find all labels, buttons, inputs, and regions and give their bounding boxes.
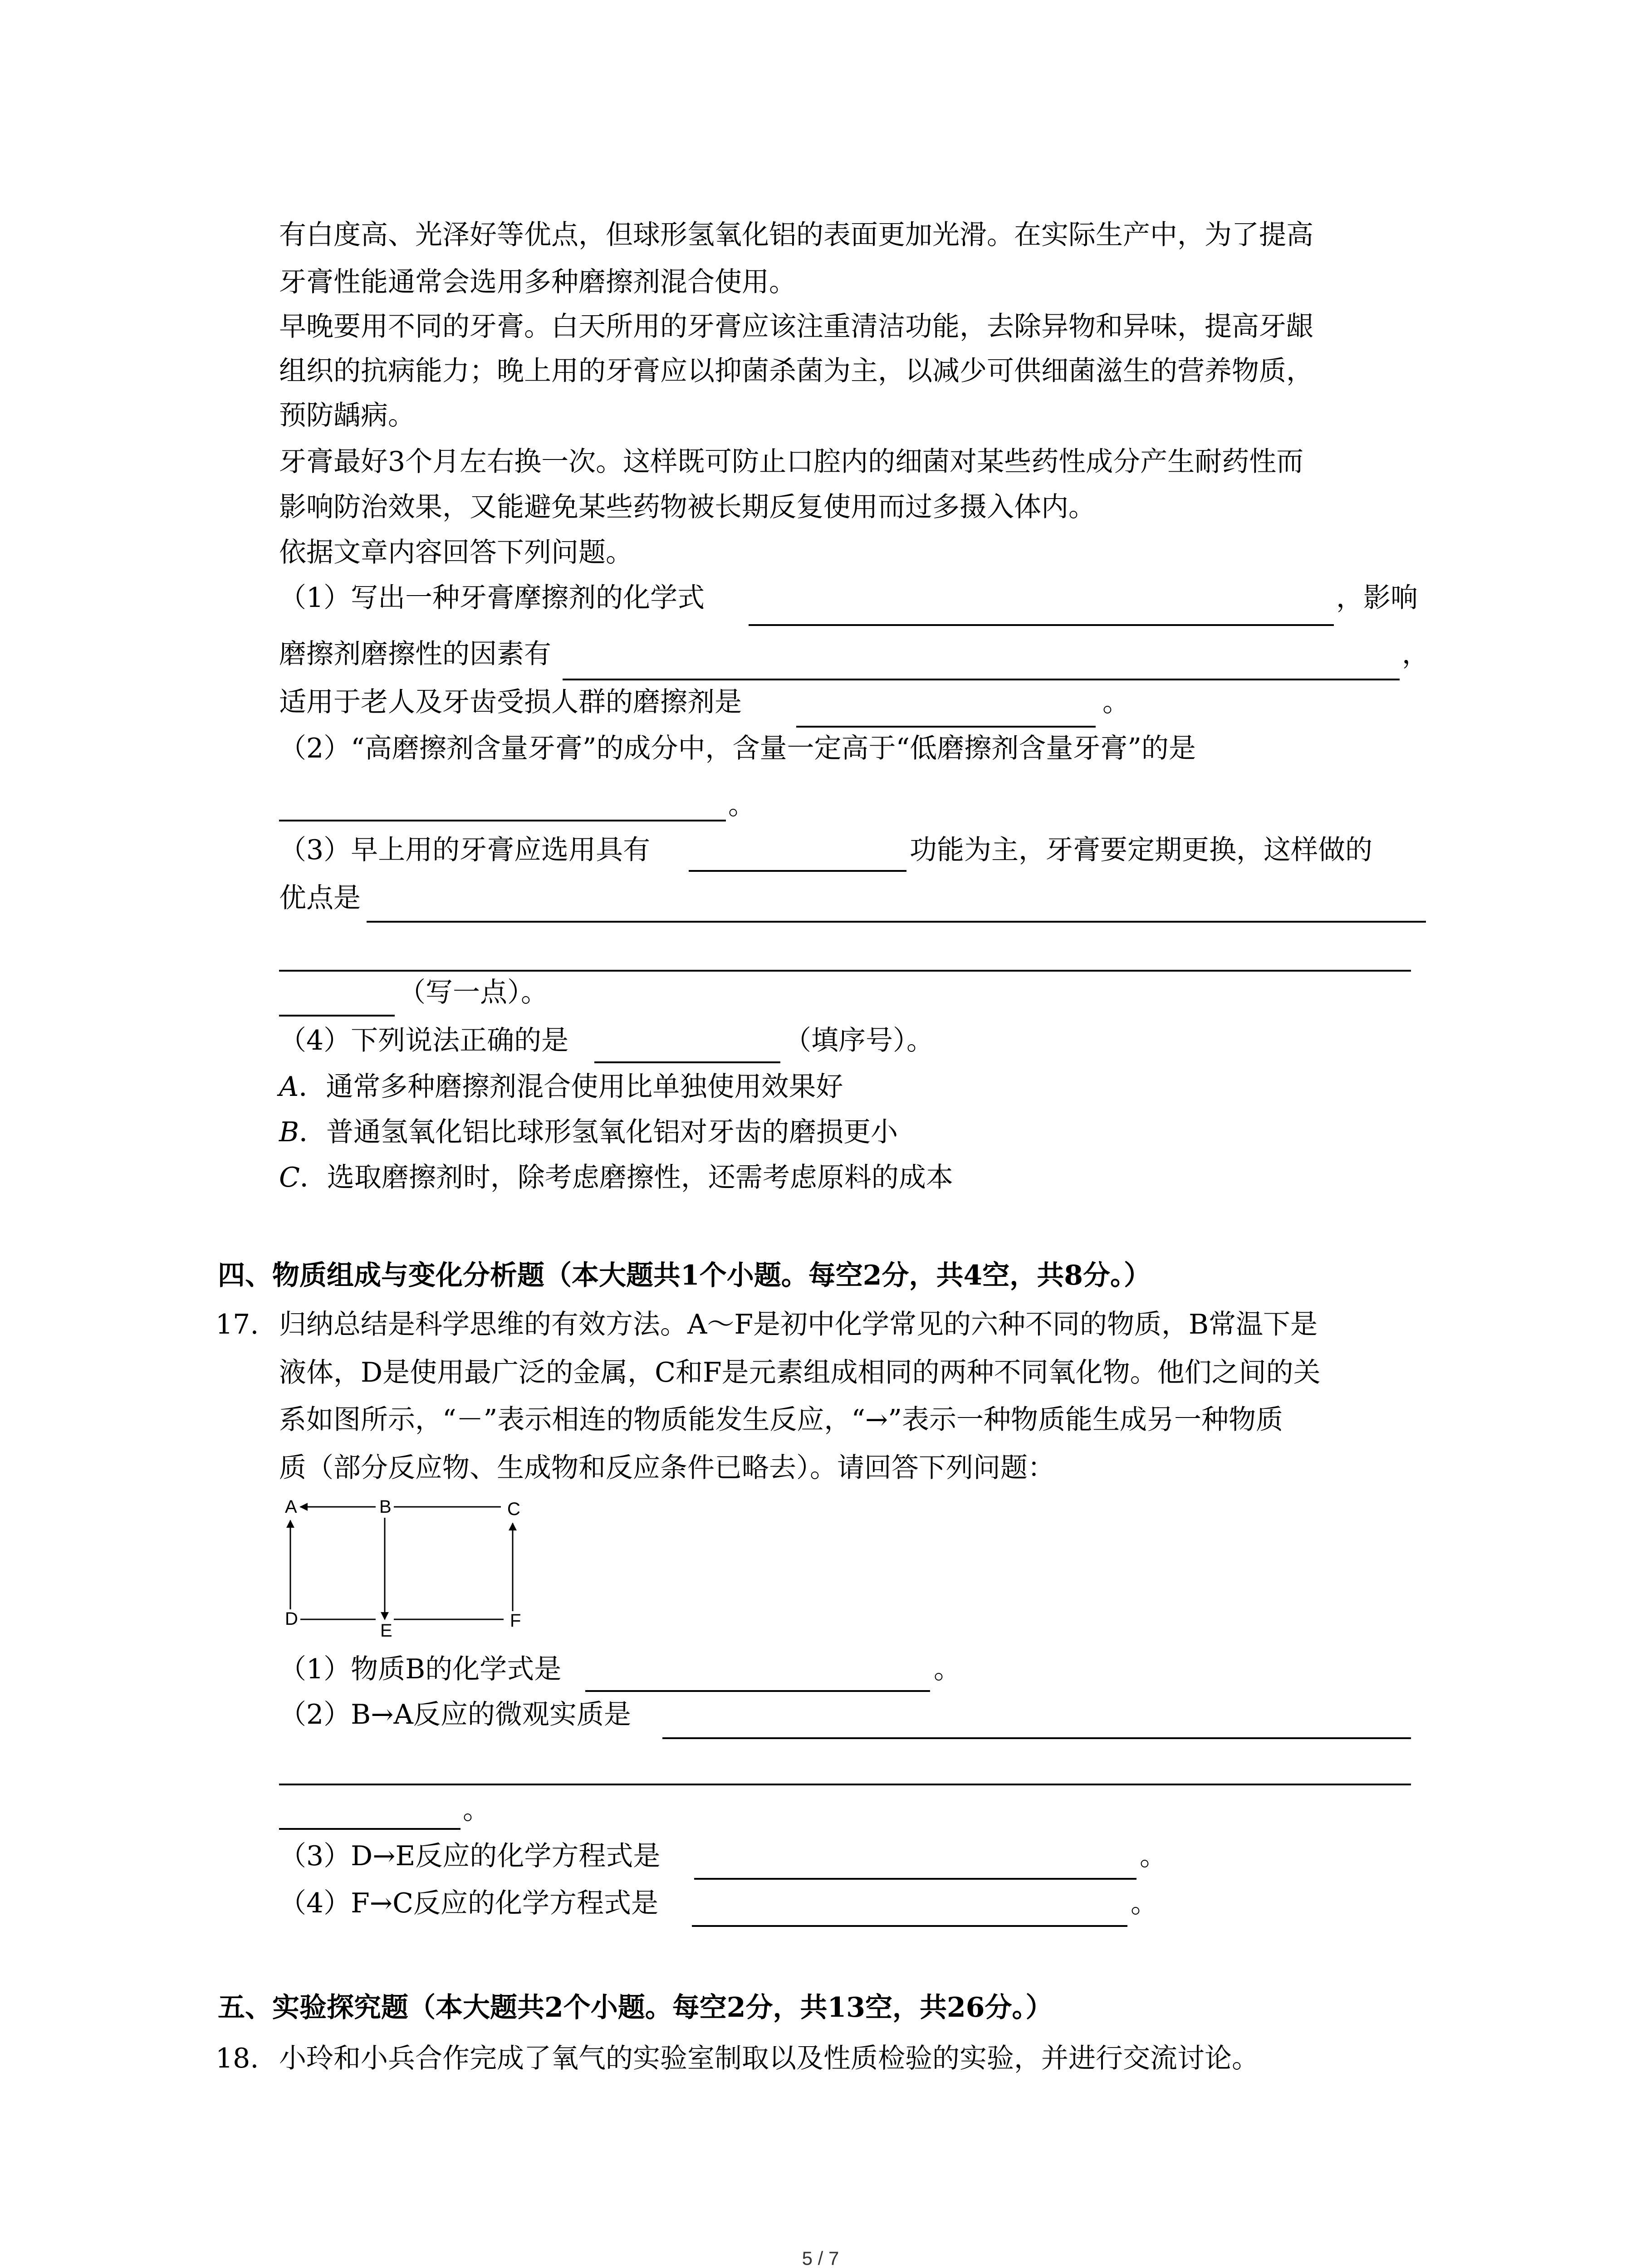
node-d: D	[285, 1609, 298, 1629]
q17-answer-blank-4[interactable]	[692, 1925, 1127, 1927]
q16-answer-blank-1[interactable]	[749, 624, 1334, 626]
passage-line-5: 预防龋病。	[279, 400, 415, 431]
q17-answer-blank-3[interactable]	[694, 1878, 1136, 1880]
option-a-label: A	[279, 1071, 299, 1103]
q16-part4-end: （填序号）。	[784, 1025, 934, 1056]
option-c-label: C	[279, 1162, 300, 1193]
q17-line-1: 归纳总结是科学思维的有效方法。A～F是初中化学常见的六种不同的物质，B常温下是	[279, 1309, 1318, 1340]
q18-number: 18.	[216, 2043, 259, 2074]
passage-line-6: 牙膏最好3个月左右换一次。这样既可防止口腔内的细菌对某些药性成分产生耐药性而	[279, 446, 1304, 478]
q17-answer-blank-2-end[interactable]	[279, 1828, 460, 1830]
option-b-label: B	[279, 1116, 299, 1148]
q17-sub1-end: 。	[934, 1653, 961, 1685]
q16-option-c	[279, 1164, 953, 1191]
q16-part3-text-b: 功能为主，牙膏要定期更换，这样做的	[910, 834, 1372, 866]
q16-answer-blank-3[interactable]	[796, 726, 1096, 728]
q16-answer-blank-7[interactable]	[594, 1061, 780, 1063]
q16-part1-text: （1）写出一种牙膏摩擦剂的化学式	[279, 582, 705, 614]
q18-text: 小玲和小兵合作完成了氧气的实验室制取以及性质检验的实验，并进行交流讨论。	[279, 2043, 1259, 2074]
q16-answer-blank-6-cont[interactable]	[279, 970, 1411, 972]
node-f: F	[510, 1611, 521, 1631]
q16-part2-end: 。	[728, 789, 755, 821]
section-5-heading: 五、实验探究题（本大题共2个小题。每空2分，共13空，共26分。）	[218, 1992, 1053, 2024]
q16-part4-text: （4）下列说法正确的是	[279, 1025, 569, 1056]
q16-part2-text: （2）“高磨擦剂含量牙膏”的成分中，含量一定高于“低磨擦剂含量牙膏”的是	[279, 733, 1196, 764]
q16-part1-text-b: ，影响	[1336, 582, 1418, 614]
option-c-text: ．选取磨擦剂时，除考虑磨擦性，还需考虑原料的成本	[299, 1162, 953, 1193]
q17-sub4-text: （4）F→C反应的化学方程式是	[279, 1887, 658, 1919]
passage-line-4: 组织的抗病能力；晚上用的牙膏应以抑菌杀菌为主，以减少可供细菌滋生的营养物质，	[279, 355, 1313, 387]
q17-sub3-end: 。	[1140, 1840, 1167, 1872]
passage-line-3: 早晚要用不同的牙膏。白天所用的牙膏应该注重清洁功能，去除异物和异味，提高牙龈	[279, 311, 1313, 342]
q16-part1-text-e: 适用于老人及牙齿受损人群的磨擦剂是	[279, 686, 742, 718]
q16-part1-text-c: 磨擦剂磨擦性的因素有	[279, 638, 551, 670]
q16-answer-blank-6[interactable]	[367, 921, 1426, 923]
q16-part3-text: （3）早上用的牙膏应选用具有	[279, 834, 651, 866]
q16-part1-text-f: 。	[1102, 686, 1130, 718]
q17-sub4-end: 。	[1131, 1887, 1158, 1919]
q17-line-2: 液体，D是使用最广泛的金属，C和F是元素组成相同的两种不同氧化物。他们之间的关	[279, 1357, 1321, 1388]
q17-sub2-end: 。	[463, 1794, 490, 1826]
section-4-heading: 四、物质组成与变化分析题（本大题共1个小题。每空2分，共4空，共8分。）	[218, 1260, 1151, 1291]
q17-line-4: 质（部分反应物、生成物和反应条件已略去）。请回答下列问题：	[279, 1452, 1055, 1484]
q16-part3-text-c: 优点是	[279, 882, 361, 914]
q17-relationship-diagram	[272, 1492, 554, 1642]
passage-line-7: 影响防治效果，又能避免某些药物被长期反复使用而过多摄入体内。	[279, 491, 1096, 523]
passage-line-1: 有白度高、光泽好等优点，但球形氢氧化铝的表面更加光滑。在实际生产中，为了提高	[279, 219, 1313, 251]
q17-answer-blank-1[interactable]	[585, 1690, 930, 1692]
node-b: B	[379, 1497, 392, 1517]
q17-sub2-text: （2）B→A反应的微观实质是	[279, 1699, 631, 1730]
node-a: A	[285, 1497, 297, 1517]
option-a-text: ．通常多种磨擦剂混合使用比单独使用效果好	[299, 1071, 843, 1103]
passage-line-8: 依据文章内容回答下列问题。	[279, 537, 633, 568]
q16-answer-blank-5[interactable]	[689, 870, 906, 872]
q17-answer-blank-2[interactable]	[662, 1737, 1411, 1739]
q16-answer-blank-4[interactable]	[279, 820, 726, 821]
q16-option-b	[279, 1116, 898, 1148]
q17-line-3: 系如图所示，“－”表示相连的物质能发生反应，“→”表示一种物质能生成另一种物质	[279, 1404, 1283, 1436]
q17-answer-blank-2-cont[interactable]	[279, 1784, 1411, 1785]
node-e: E	[380, 1621, 392, 1641]
q16-answer-blank-6-end[interactable]	[279, 1015, 395, 1017]
q17-number: 17.	[216, 1309, 259, 1340]
q17-sub1-text: （1）物质B的化学式是	[279, 1653, 562, 1685]
q16-part3-end: （写一点）。	[398, 977, 548, 1008]
node-c: C	[507, 1499, 520, 1519]
option-b-text: ．普通氢氧化铝比球形氢氧化铝对牙齿的磨损更小	[299, 1116, 898, 1148]
q16-answer-blank-2[interactable]	[563, 679, 1400, 680]
q16-part1-text-d: ，	[1402, 638, 1429, 670]
page-number: 5 / 7	[802, 2248, 839, 2268]
passage-line-2: 牙膏性能通常会选用多种磨擦剂混合使用。	[279, 266, 796, 298]
q16-option-a	[279, 1071, 843, 1103]
q17-sub3-text: （3）D→E反应的化学方程式是	[279, 1840, 661, 1872]
